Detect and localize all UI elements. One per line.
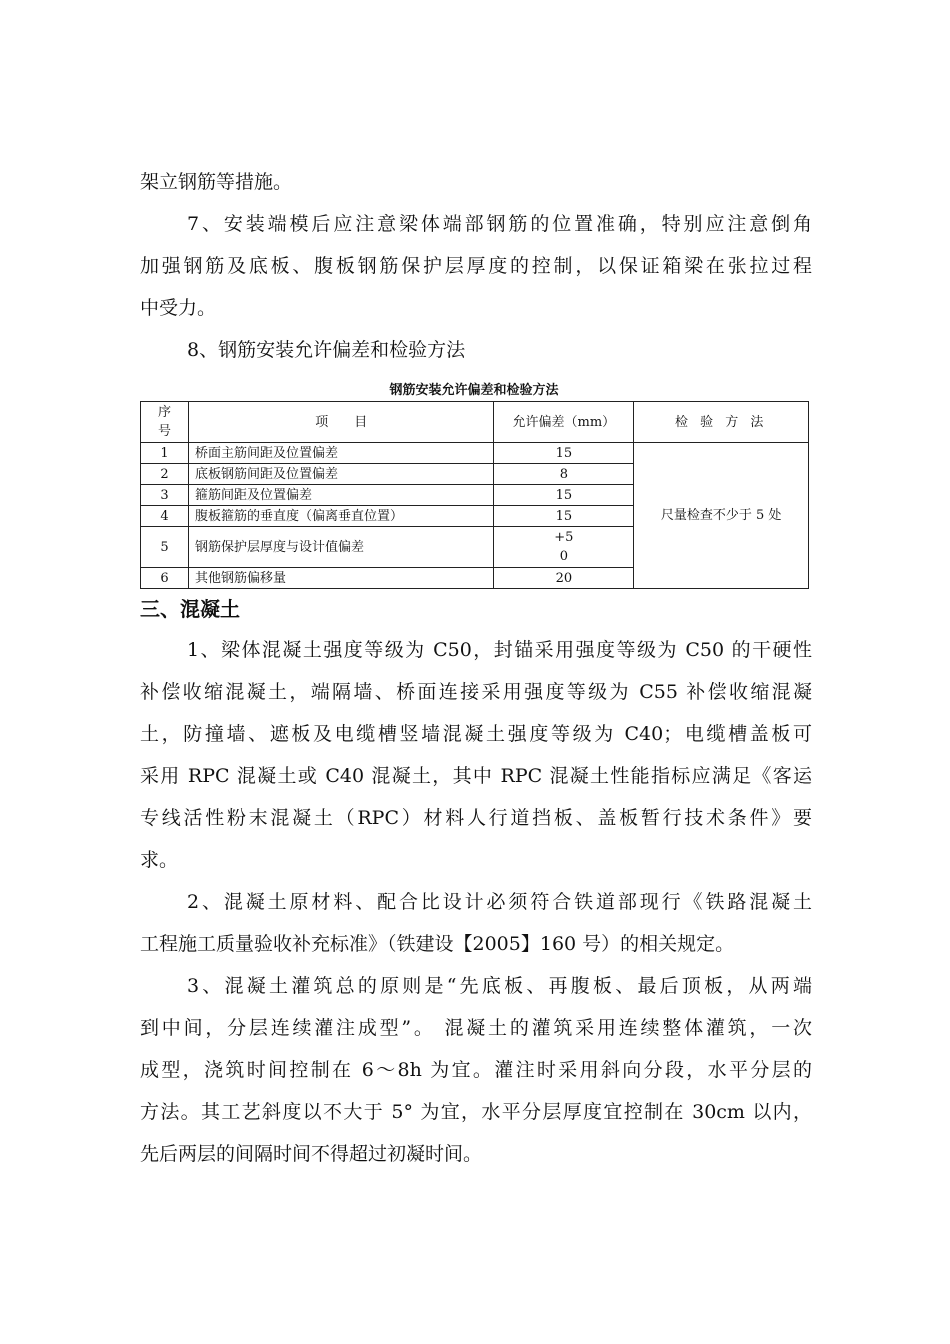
cell-seq: 1 xyxy=(141,443,189,464)
paragraph-line: 先后两层的间隔时间不得超过初凝时间。 xyxy=(140,1143,483,1165)
tolerance-table xyxy=(140,401,809,589)
cell-seq: 2 xyxy=(141,464,189,485)
cell-item: 钢筋保护层厚度与设计值偏差 xyxy=(188,527,493,568)
cell-seq: 4 xyxy=(141,506,189,527)
cell-item: 底板钢筋间距及位置偏差 xyxy=(188,464,493,485)
header-seq-line2: 号 xyxy=(157,424,171,439)
paragraph-line: 求。 xyxy=(140,849,179,871)
cell-tolerance: 15 xyxy=(494,485,634,506)
paragraph-line: 补偿收缩混凝土，端隔墙、桥面连接采用强度等级为 C55 补偿收缩混凝 xyxy=(140,681,812,703)
tolerance-lower: 0 xyxy=(559,549,568,564)
paragraph-line: 1、梁体混凝土强度等级为 C50，封锚采用强度等级为 C50 的干硬性 xyxy=(187,639,812,661)
paragraph-line: 成型，浇筑时间控制在 6～8h 为宜。灌注时采用斜向分段，水平分层的 xyxy=(140,1059,812,1081)
header-tolerance: 允许偏差（mm） xyxy=(494,402,634,443)
cell-seq: 5 xyxy=(141,527,189,568)
paragraph-line: 中受力。 xyxy=(140,297,217,319)
cell-tolerance: 15 xyxy=(494,506,634,527)
cell-tolerance: 20 xyxy=(494,568,634,589)
cell-item: 腹板箍筋的垂直度（偏离垂直位置） xyxy=(188,506,493,527)
paragraph-line: 土，防撞墙、遮板及电缆槽竖墙混凝土强度等级为 C40；电缆槽盖板可 xyxy=(140,723,812,745)
cell-tolerance: 8 xyxy=(494,464,634,485)
paragraph-line: 方法。其工艺斜度以不大于 5° 为宜，水平分层厚度宜控制在 30cm 以内， xyxy=(140,1101,812,1123)
cell-seq: 3 xyxy=(141,485,189,506)
header-seq-line1: 序 xyxy=(157,405,171,420)
cell-seq: 6 xyxy=(141,568,189,589)
header-method: 检 验 方 法 xyxy=(634,402,809,443)
paragraph-line: 专线活性粉末混凝土（RPC）材料人行道挡板、盖板暂行技术条件》要 xyxy=(140,807,812,829)
paragraph-line: 工程施工质量验收补充标准》（铁建设【2005】160 号）的相关规定。 xyxy=(140,933,735,955)
paragraph-line: 2、混凝土原材料、配合比设计必须符合铁道部现行《铁路混凝土 xyxy=(187,891,812,913)
paragraph-line: 到中间，分层连续灌注成型”。 混凝土的灌筑采用连续整体灌筑，一次 xyxy=(140,1017,812,1039)
paragraph-line: 3、混凝土灌筑总的原则是“先底板、再腹板、最后顶板，从两端 xyxy=(187,975,812,997)
cell-tolerance xyxy=(494,527,634,568)
paragraph-line: 加强钢筋及底板、腹板钢筋保护层厚度的控制，以保证箱梁在张拉过程 xyxy=(140,255,812,277)
tolerance-upper: +5 xyxy=(554,530,574,545)
cell-item: 箍筋间距及位置偏差 xyxy=(188,485,493,506)
cell-item: 桥面主筋间距及位置偏差 xyxy=(188,443,493,464)
cell-tolerance: 15 xyxy=(494,443,634,464)
paragraph-line: 7、安装端模后应注意梁体端部钢筋的位置准确，特别应注意倒角 xyxy=(187,213,812,235)
cell-item: 其他钢筋偏移量 xyxy=(188,568,493,589)
table-caption: 钢筋安装允许偏差和检验方法 xyxy=(389,383,559,398)
paragraph-line: 架立钢筋等措施。 xyxy=(140,171,293,193)
table-row xyxy=(141,443,809,464)
section-heading: 三、混凝土 xyxy=(140,597,240,621)
paragraph-line: 采用 RPC 混凝土或 C40 混凝土，其中 RPC 混凝土性能指标应满足《客运 xyxy=(140,765,812,787)
table-header-row xyxy=(141,402,809,443)
header-seq xyxy=(141,402,189,443)
paragraph-line: 8、钢筋安装允许偏差和检验方法 xyxy=(187,339,466,361)
header-item: 项 目 xyxy=(188,402,493,443)
cell-method: 尺量检查不少于 5 处 xyxy=(634,443,809,589)
